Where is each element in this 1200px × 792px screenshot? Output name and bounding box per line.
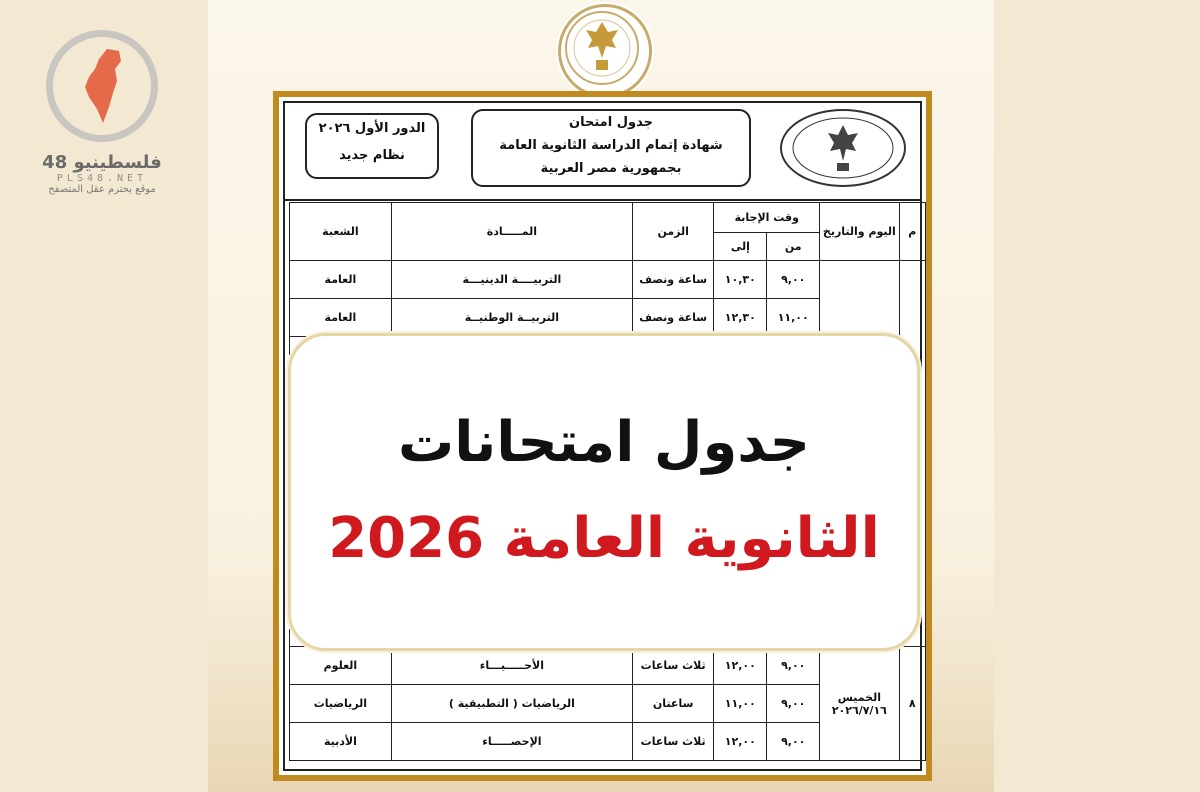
row-day: الخميس bbox=[837, 690, 881, 704]
watermark-tagline: موقع يحترم عقل المتصفح bbox=[48, 184, 156, 195]
cell-subject: الإحصـــــاء bbox=[391, 723, 632, 761]
header-title-line: جدول امتحان bbox=[569, 115, 653, 130]
cell-duration: ساعة ونصف bbox=[632, 261, 713, 299]
cell-subject: الرياضيات ( التطبيقية ) bbox=[391, 685, 632, 723]
row-day-date bbox=[820, 647, 899, 761]
table-row bbox=[290, 647, 926, 685]
cell-duration: ثلاث ساعات bbox=[632, 723, 713, 761]
cell-from: ٩,٠٠ bbox=[767, 261, 820, 299]
header-title-box bbox=[471, 109, 751, 187]
table-row bbox=[290, 261, 926, 299]
col-header-answer-time: وقت الإجابة bbox=[714, 203, 820, 233]
cell-branch: العامة bbox=[290, 261, 392, 299]
cell-to: ١١,٠٠ bbox=[714, 685, 767, 723]
cell-duration: ساعة ونصف bbox=[632, 299, 713, 337]
cell-from: ٩,٠٠ bbox=[767, 647, 820, 685]
cell-to: ١٢,٠٠ bbox=[714, 647, 767, 685]
document-header bbox=[285, 103, 920, 201]
system-line: نظام جديد bbox=[339, 148, 405, 163]
cell-branch: العامة bbox=[290, 299, 392, 337]
cell-subject: التربيــــة الدينيـــة bbox=[391, 261, 632, 299]
row-date: ٢٠٢٦/٧/١٦ bbox=[831, 703, 887, 717]
header-title-line: شهادة إتمام الدراسة الثانوية العامة bbox=[499, 138, 723, 153]
col-header-duration: الزمن bbox=[632, 203, 713, 261]
header-round-box bbox=[305, 113, 439, 179]
title-overlay-card bbox=[288, 333, 920, 651]
cell-to: ١٢,٣٠ bbox=[714, 299, 767, 337]
cell-branch: الرياضيات bbox=[290, 685, 392, 723]
col-header-day: اليوم والتاريخ bbox=[820, 203, 899, 261]
col-header-from: من bbox=[767, 233, 820, 261]
header-ministry-logo bbox=[780, 109, 906, 187]
cell-duration: ساعتان bbox=[632, 685, 713, 723]
watermark-title: فلسطينيو 48 bbox=[42, 152, 162, 173]
cell-from: ١١,٠٠ bbox=[767, 299, 820, 337]
palestine-map-icon bbox=[79, 47, 125, 125]
cell-from: ٩,٠٠ bbox=[767, 723, 820, 761]
site-watermark bbox=[22, 30, 182, 195]
overlay-title-line1: جدول امتحانات bbox=[397, 410, 811, 475]
cell-to: ١٢,٠٠ bbox=[714, 723, 767, 761]
col-header-subject: المـــــادة bbox=[391, 203, 632, 261]
right-background bbox=[994, 0, 1200, 792]
cell-to: ١٠,٣٠ bbox=[714, 261, 767, 299]
cell-subject: الأحـــــيـــاء bbox=[391, 647, 632, 685]
cell-duration: ثلاث ساعات bbox=[632, 647, 713, 685]
cell-from: ٩,٠٠ bbox=[767, 685, 820, 723]
watermark-domain: PLS48.NET bbox=[56, 173, 148, 184]
header-title-line: بجمهورية مصر العربية bbox=[540, 161, 682, 176]
watermark-logo-circle bbox=[46, 30, 158, 142]
cell-branch: العلوم bbox=[290, 647, 392, 685]
overlay-title-line2: الثانوية العامة 2026 bbox=[328, 506, 880, 571]
col-header-to: إلى bbox=[714, 233, 767, 261]
cell-branch: الأدبية bbox=[290, 723, 392, 761]
col-header-no: م bbox=[899, 203, 925, 261]
eagle-emblem-icon bbox=[782, 111, 904, 185]
row-number: ٨ bbox=[899, 647, 925, 761]
round-line: الدور الأول ٢٠٢٦ bbox=[318, 121, 426, 136]
cell-subject: التربيــة الوطنيــة bbox=[391, 299, 632, 337]
col-header-branch: الشعبة bbox=[290, 203, 392, 261]
ministry-logo bbox=[558, 4, 652, 98]
eagle-emblem-icon bbox=[558, 4, 646, 92]
